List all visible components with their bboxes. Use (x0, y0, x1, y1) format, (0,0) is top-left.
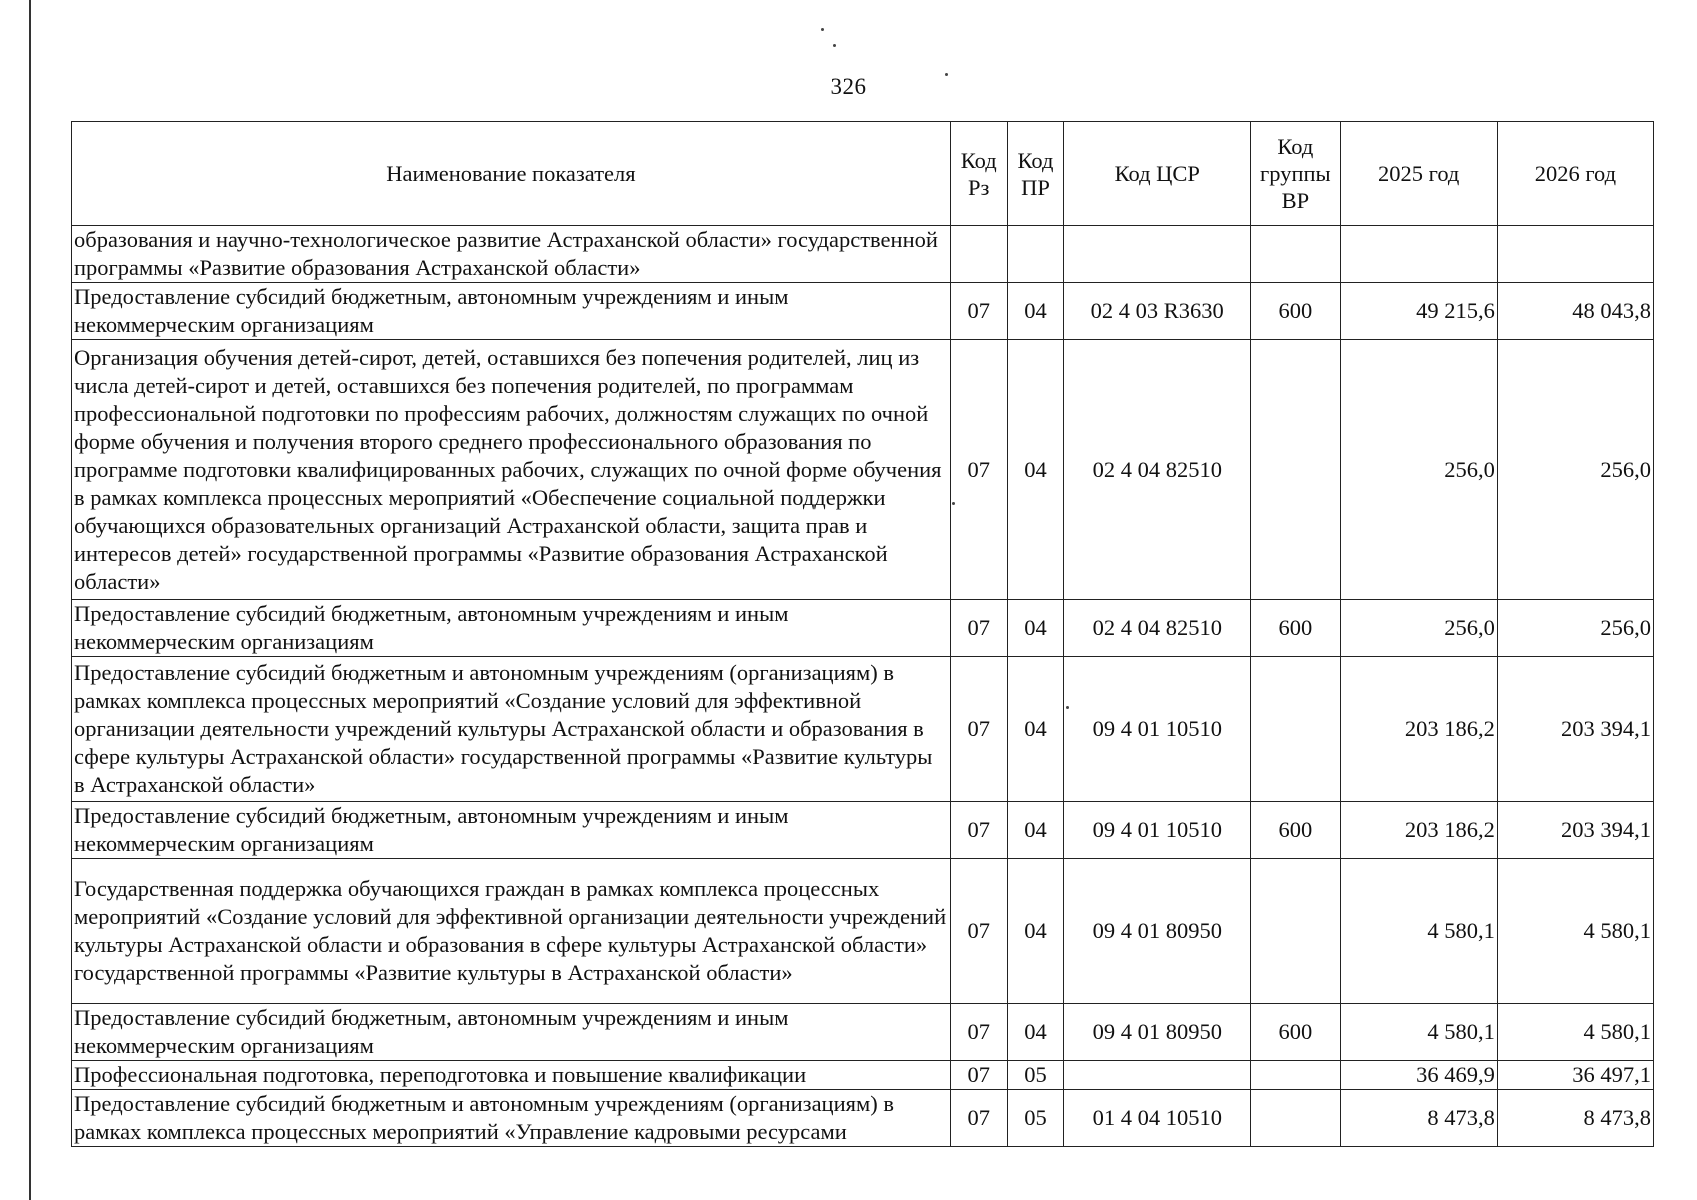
row-pr: 05 (1007, 1090, 1064, 1147)
row-csr (1064, 1061, 1251, 1090)
row-vr: 600 (1251, 283, 1341, 340)
scan-speck (945, 73, 948, 76)
row-2025: 49 215,6 (1340, 283, 1497, 340)
budget-table (71, 121, 1654, 1147)
row-vr (1251, 1090, 1341, 1147)
row-rz: 07 (950, 1090, 1007, 1147)
row-vr: 600 (1251, 802, 1341, 859)
row-pr: 04 (1007, 657, 1064, 802)
table-row (72, 600, 1654, 657)
row-pr: 04 (1007, 859, 1064, 1004)
row-rz: 07 (950, 340, 1007, 600)
row-2025: 203 186,2 (1340, 657, 1497, 802)
row-csr (1064, 226, 1251, 283)
row-name: Предоставление субсидий бюджетным и автономным учреждениям (организациям) в рамках комплекса процессных мероприятий «Управление кадровыми ресурсами (72, 1090, 951, 1147)
row-vr (1251, 859, 1341, 1004)
row-2025: 4 580,1 (1340, 859, 1497, 1004)
column-header-rz: Код Рз (950, 122, 1007, 226)
column-header-pr: Код ПР (1007, 122, 1064, 226)
row-2026: 256,0 (1497, 600, 1653, 657)
row-2025: 256,0 (1340, 340, 1497, 600)
table-row (72, 657, 1654, 802)
row-rz: 07 (950, 283, 1007, 340)
column-header-csr: Код ЦСР (1064, 122, 1251, 226)
row-rz: 07 (950, 657, 1007, 802)
table-row (72, 226, 1654, 283)
column-header-2025: 2025 год (1340, 122, 1497, 226)
row-pr: 04 (1007, 340, 1064, 600)
table-row (72, 1090, 1654, 1147)
row-name: Предоставление субсидий бюджетным, автономным учреждениям и иным некоммерческим организациям (72, 600, 951, 657)
row-rz: 07 (950, 1004, 1007, 1061)
row-vr (1251, 1061, 1341, 1090)
row-vr (1251, 226, 1341, 283)
row-pr: 04 (1007, 600, 1064, 657)
row-csr: 09 4 01 10510 (1064, 802, 1251, 859)
row-2026: 48 043,8 (1497, 283, 1653, 340)
row-name: Предоставление субсидий бюджетным, автономным учреждениям и иным некоммерческим организациям (72, 802, 951, 859)
row-vr (1251, 657, 1341, 802)
table-row (72, 859, 1654, 1004)
row-vr: 600 (1251, 1004, 1341, 1061)
scan-left-edge-line (29, 0, 31, 1200)
row-name: Предоставление субсидий бюджетным и автономным учреждениям (организациям) в рамках комплекса процессных мероприятий «Создание условий для эффективной организации деятельности учреждений культуры Астраханской области и образования в сфере культуры Астраханской области» государственной программы «Развитие культуры в Астраханской области» (72, 657, 951, 802)
scan-speck (833, 44, 836, 47)
row-2026: 4 580,1 (1497, 1004, 1653, 1061)
row-pr (1007, 226, 1064, 283)
row-2025: 203 186,2 (1340, 802, 1497, 859)
row-2025: 36 469,9 (1340, 1061, 1497, 1090)
row-pr: 04 (1007, 283, 1064, 340)
table-row (72, 1061, 1654, 1090)
row-2025 (1340, 226, 1497, 283)
row-pr: 05 (1007, 1061, 1064, 1090)
row-2026: 256,0 (1497, 340, 1653, 600)
row-csr: 02 4 03 R3630 (1064, 283, 1251, 340)
row-csr: 02 4 04 82510 (1064, 340, 1251, 600)
column-header-name: Наименование показателя (72, 122, 951, 226)
row-name: образования и научно-технологическое развитие Астраханской области» государственной программы «Развитие образования Астраханской области» (72, 226, 951, 283)
row-2025: 4 580,1 (1340, 1004, 1497, 1061)
table-row (72, 1004, 1654, 1061)
row-name: Предоставление субсидий бюджетным, автономным учреждениям и иным некоммерческим организациям (72, 283, 951, 340)
row-2026: 203 394,1 (1497, 657, 1653, 802)
page-number: 326 (830, 74, 867, 99)
row-2026: 203 394,1 (1497, 802, 1653, 859)
row-csr: 09 4 01 80950 (1064, 859, 1251, 1004)
row-csr: 09 4 01 10510 (1064, 657, 1251, 802)
row-rz: 07 (950, 859, 1007, 1004)
row-name: Предоставление субсидий бюджетным, автономным учреждениям и иным некоммерческим организациям (72, 1004, 951, 1061)
scan-speck (821, 28, 824, 31)
table-header-row (72, 122, 1654, 226)
row-pr: 04 (1007, 802, 1064, 859)
row-rz (950, 226, 1007, 283)
row-rz: 07 (950, 802, 1007, 859)
row-vr: 600 (1251, 600, 1341, 657)
row-csr: 09 4 01 80950 (1064, 1004, 1251, 1061)
row-2025: 8 473,8 (1340, 1090, 1497, 1147)
row-csr: 01 4 04 10510 (1064, 1090, 1251, 1147)
row-pr: 04 (1007, 1004, 1064, 1061)
table-row (72, 802, 1654, 859)
row-name: Государственная поддержка обучающихся граждан в рамках комплекса процессных мероприятий «Создание условий для эффективной организации деятельности учреждений культуры Астраханской области и образования в сфере культуры Астраханской области» государственной программы «Развитие культуры в Астраханской области» (72, 859, 951, 1004)
row-csr: 02 4 04 82510 (1064, 600, 1251, 657)
row-2025: 256,0 (1340, 600, 1497, 657)
column-header-2026: 2026 год (1497, 122, 1653, 226)
row-2026: 36 497,1 (1497, 1061, 1653, 1090)
row-rz: 07 (950, 600, 1007, 657)
table-row (72, 340, 1654, 600)
row-name: Профессиональная подготовка, переподготовка и повышение квалификации (72, 1061, 951, 1090)
row-vr (1251, 340, 1341, 600)
row-2026: 4 580,1 (1497, 859, 1653, 1004)
row-name: Организация обучения детей-сирот, детей, оставшихся без попечения родителей, лиц из числа детей-сирот и детей, оставшихся без попечения родителей, по программам профессиональной подготовки по профессиям рабочих, должностям служащих по очной форме обучения и получения второго среднего профессионального образования по программе подготовки квалифицированных рабочих, служащих по очной форме обучения в рамках комплекса процессных мероприятий «Обеспечение социальной поддержки обучающихся образовательных организаций Астраханской области, защита прав и интересов детей» государственной программы «Развитие образования Астраханской области» (72, 340, 951, 600)
column-header-vr: Код группы ВР (1251, 122, 1341, 226)
table-row (72, 283, 1654, 340)
row-2026 (1497, 226, 1653, 283)
row-rz: 07 (950, 1061, 1007, 1090)
row-2026: 8 473,8 (1497, 1090, 1653, 1147)
